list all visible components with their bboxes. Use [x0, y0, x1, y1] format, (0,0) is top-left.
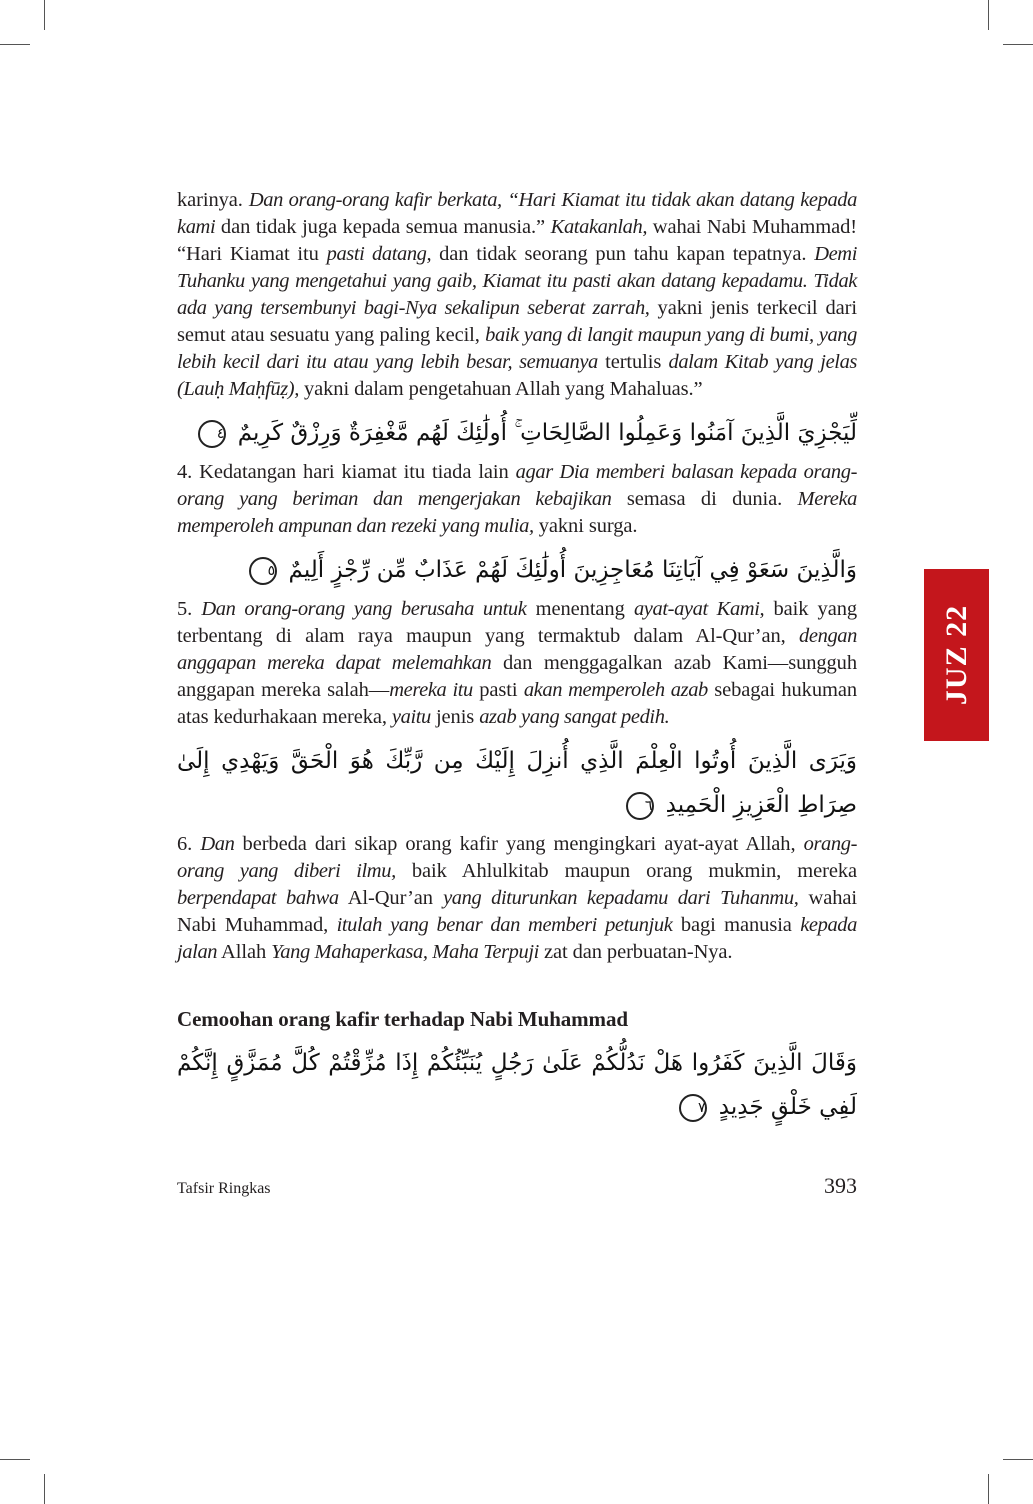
crop-mark [988, 1474, 989, 1504]
text-segment: jenis [430, 706, 480, 728]
italic-text-segment: baik yang di langit maupun yang di bumi, yang lebih kecil dari itu atau yang lebih besar, semuanya [177, 324, 858, 373]
text-segment: pasti [472, 679, 524, 701]
ayah-number-marker: ٥ [249, 557, 277, 585]
crop-mark [988, 0, 989, 30]
italic-text-segment: pasti datang, [326, 243, 432, 265]
ayah-7 [177, 1041, 857, 1129]
text-segment: baik Ahlulkitab maupun orang mukmin, mereka [395, 860, 857, 882]
italic-text-segment: yang diturunkan kepadamu dari Tuhanmu, [443, 887, 799, 909]
italic-text-segment: orang-orang yang diberi ilmu, [177, 833, 858, 882]
page-body [177, 187, 857, 1199]
italic-text-segment: yaitu [391, 706, 431, 728]
italic-text-segment: agar Dia memberi balasan kepada orang-orang yang beriman dan mengerjakan kebajikan [177, 461, 857, 510]
italic-text-segment: Dan orang-orang kafir berkata, “Hari Kiamat itu tidak akan datang kepada kami [177, 189, 857, 238]
italic-text-segment: Demi Tuhanku yang mengetahui yang gaib, Kiamat itu pasti akan datang kepadamu. Tidak ada yang tersembunyi bagi-Nya sekalipun seberat zarrah, [177, 243, 857, 319]
italic-text-segment: mereka itu [389, 679, 473, 701]
crop-mark [0, 44, 30, 45]
text-segment: Allah [217, 941, 272, 963]
italic-text-segment: dalam Kitab yang jelas (Lauḥ Maḥfūẓ), [177, 351, 857, 400]
text-segment: sebagai hukuman atas kedurhakaan mereka, [177, 679, 857, 728]
ayah-number-marker: ٦ [626, 792, 654, 820]
crop-mark [0, 1459, 30, 1460]
section-heading: Cemoohan orang kafir terhadap Nabi Muhammad [177, 1007, 628, 1031]
text-segment: 6. [177, 833, 201, 855]
tafsir-paragraph-6 [177, 831, 857, 966]
text-segment: yakni dalam pengetahuan Allah yang Mahaluas.” [298, 378, 703, 400]
crop-mark [44, 0, 45, 30]
footer-book-title: Tafsir Ringkas [177, 1180, 271, 1197]
italic-text-segment: ayat-ayat Kami, [633, 598, 765, 620]
crop-mark [1003, 1459, 1033, 1460]
ayah-5 [177, 548, 857, 592]
italic-text-segment: Dan [200, 833, 235, 855]
italic-text-segment: kepada jalan [177, 914, 858, 963]
italic-text-segment: dengan anggapan mereka dapat melemahkan [177, 625, 857, 674]
italic-text-segment: Dan orang-orang yang berusaha untuk [201, 598, 527, 620]
crop-mark [1003, 44, 1033, 45]
text-segment: yakni surga. [533, 515, 638, 537]
text-segment: semasa di dunia. [611, 488, 798, 510]
juz-tab [924, 569, 989, 741]
italic-text-segment: berpendapat bahwa [177, 887, 339, 909]
italic-text-segment: itulah yang benar dan memberi petunjuk [336, 914, 673, 936]
page-number: 393 [824, 1173, 857, 1198]
text-segment: berbeda dari sikap orang kafir yang mengingkari ayat-ayat Allah, [234, 833, 804, 855]
text-segment: zat dan perbuatan-Nya. [538, 941, 733, 963]
text-segment: dan menggagalkan azab Kami—sungguh anggapan mereka salah— [177, 652, 857, 701]
text-segment: dan tidak juga kepada semua manusia.” [215, 216, 551, 238]
ayah-number-marker: ٤ [198, 420, 226, 448]
text-segment: 4. Kedatangan hari kiamat itu tiada lain [177, 461, 516, 483]
text-segment: menentang [526, 598, 634, 620]
text-segment: karinya. [177, 189, 249, 211]
italic-text-segment: azab yang sangat pedih. [479, 706, 670, 728]
text-segment: wahai Nabi Muhammad! “Hari Kiamat itu [177, 216, 857, 265]
text-segment: baik yang terbentang di alam raya maupun yang termaktub dalam Al-Qur’an, [177, 598, 858, 647]
italic-text-segment: akan memperoleh azab [523, 679, 708, 701]
ayah-text: لِّيَجْزِيَ الَّذِينَ آمَنُوا وَعَمِلُوا الصَّالِحَاتِ ۚ أُولَٰئِكَ لَهُم مَّغْفِرَةٌ وَرِزْقٌ كَرِيمٌ [237, 420, 857, 446]
text-segment: wahai Nabi Muhammad, [177, 887, 857, 936]
text-segment: dan tidak seorang pun tahu kapan tepatnya. [431, 243, 815, 265]
ayah-text: وَقَالَ الَّذِينَ كَفَرُوا هَلْ نَدُلُّكُمْ عَلَىٰ رَجُلٍ يُنَبِّئُكُمْ إِذَا مُزِّقْتُمْ كُلَّ مُمَزَّقٍ إِنَّكُمْ لَفِي خَلْقٍ جَدِيدٍ [177, 1050, 857, 1120]
crop-mark [44, 1474, 45, 1504]
tafsir-paragraph-continued [177, 187, 857, 403]
ayah-6 [177, 739, 857, 827]
ayah-text: وَالَّذِينَ سَعَوْ فِي آيَاتِنَا مُعَاجِزِينَ أُولَٰئِكَ لَهُمْ عَذَابٌ مِّن رِّجْزٍ أَلِيمٌ [288, 557, 857, 583]
text-segment: tertulis [597, 351, 669, 373]
text-segment: 5. [177, 598, 202, 620]
ayah-4 [177, 411, 857, 455]
italic-text-segment: Yang Mahaperkasa, Maha Terpuji [271, 941, 539, 963]
italic-text-segment: Katakanlah, [550, 216, 648, 238]
text-segment: Al-Qur’an [338, 887, 444, 909]
tafsir-paragraph-5 [177, 596, 857, 731]
page-footer [177, 1173, 857, 1199]
text-segment: yakni jenis terkecil dari semut atau sesuatu yang paling kecil, [177, 297, 857, 346]
juz-label: JUZ 22 [939, 604, 973, 706]
ayah-number-marker: ٧ [679, 1094, 707, 1122]
italic-text-segment: Mereka memperoleh ampunan dan rezeki yang mulia, [177, 488, 857, 537]
ayah-text: وَيَرَى الَّذِينَ أُوتُوا الْعِلْمَ الَّذِي أُنزِلَ إِلَيْكَ مِن رَّبِّكَ هُوَ الْحَقَّ وَيَهْدِي إِلَىٰ صِرَاطِ الْعَزِيزِ الْحَمِيدِ [177, 748, 857, 818]
tafsir-paragraph-4 [177, 459, 857, 540]
text-segment: bagi manusia [672, 914, 801, 936]
